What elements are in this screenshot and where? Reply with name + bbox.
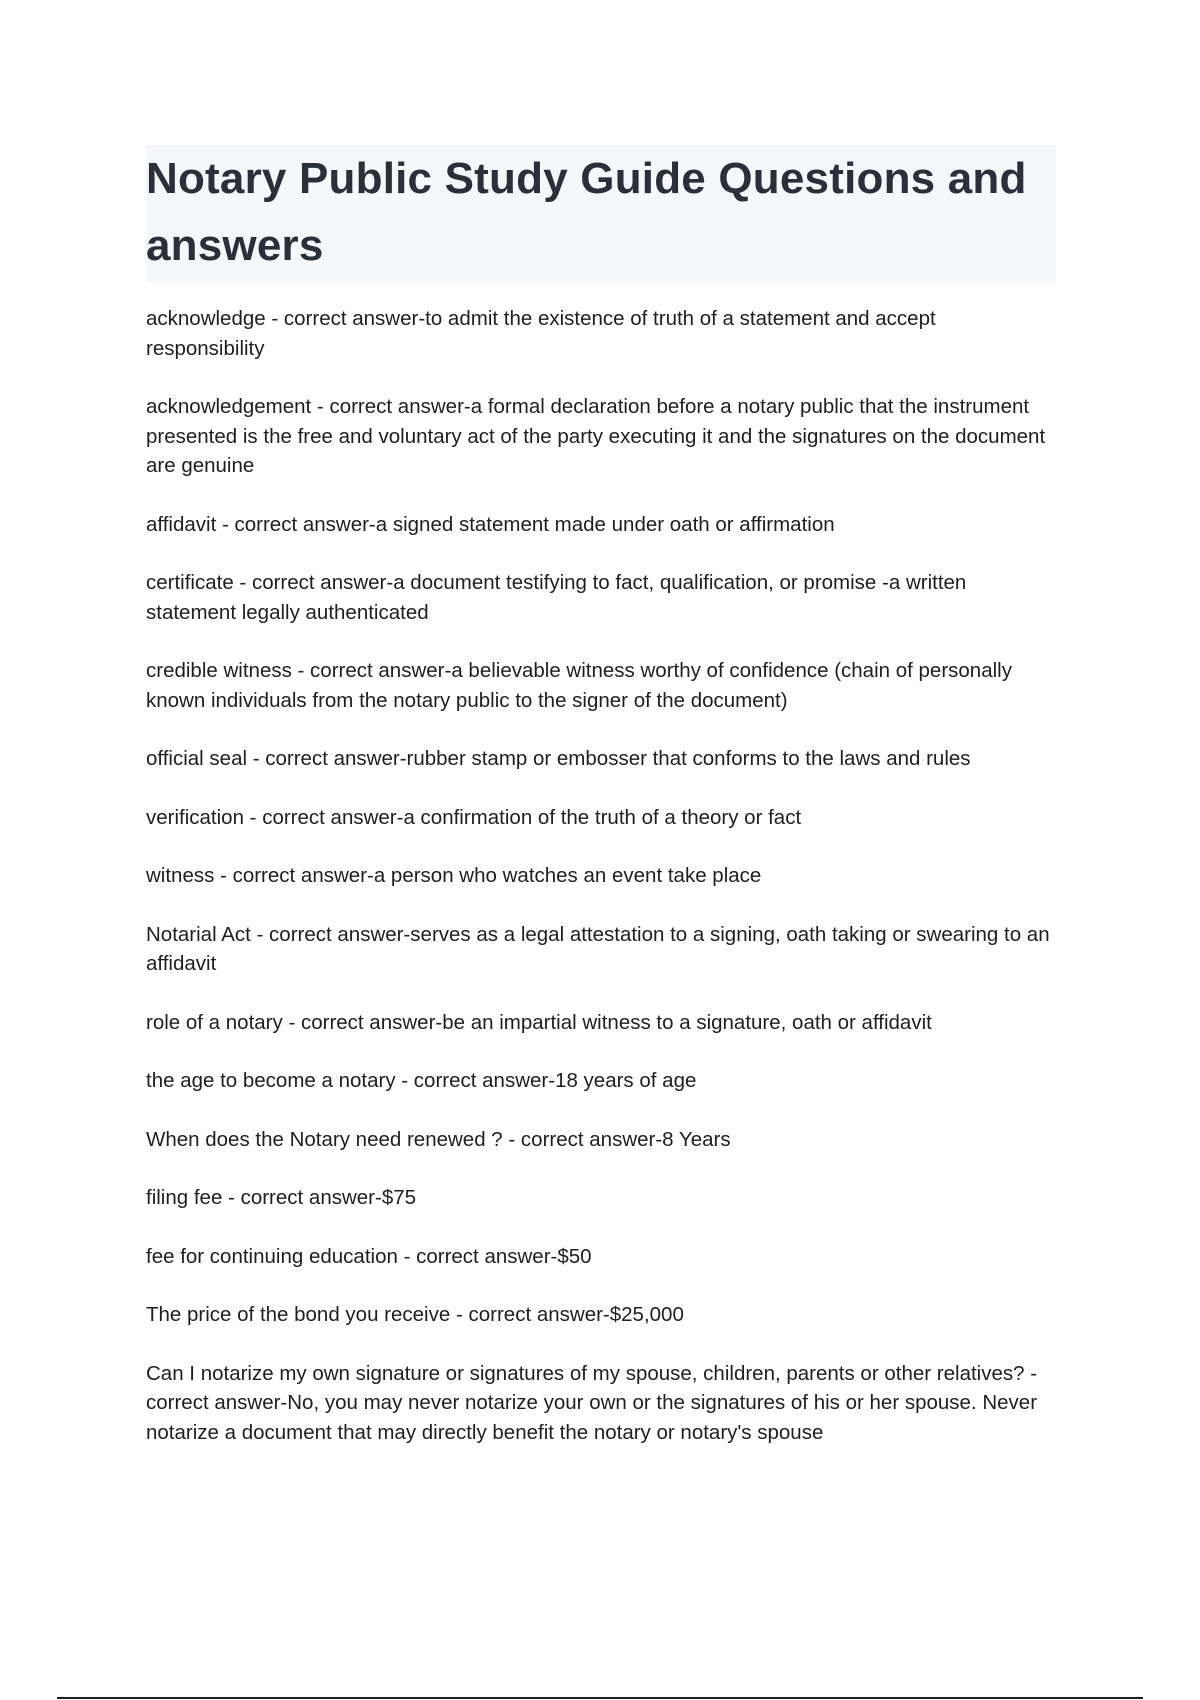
qa-item-notarial-act: Notarial Act - correct answer-serves as a legal attestation to a signing, oath taking or swearing to an affidavit: [146, 922, 1050, 975]
qa-item-credible-witness: credible witness - correct answer-a believable witness worthy of confidence (chain of personally known individuals from the notary public to the signer of the document): [146, 659, 1012, 712]
qa-item-acknowledgement: acknowledgement - correct answer-a formal declaration before a notary public that the instrument presented is the free and voluntary act of the party executing it and the signatures on the document are genuine: [146, 395, 1046, 477]
qa-item-notary-age: the age to become a notary - correct answer-18 years of age: [146, 1069, 697, 1092]
qa-item-verification: verification - correct answer-a confirmation of the truth of a theory or fact: [146, 805, 802, 829]
qa-item-role-of-notary: role of a notary - correct answer-be an impartial witness to a signature, oath or affidavit: [146, 1010, 932, 1034]
qa-item-own-signature: Can I notarize my own signature or signatures of my spouse, children, parents or other relatives? - correct answer-No, you may never notarize your own or the signatures of his or her spouse. Never notarize a document that may directly benefit the notary or notary's spouse: [146, 1361, 1038, 1444]
page-title: Notary Public Study Guide Questions and answers: [146, 154, 1027, 270]
qa-item-continuing-education-fee: fee for continuing education - correct answer-$50: [146, 1244, 592, 1268]
title-banner: [146, 145, 1056, 282]
qa-item-certificate: certificate - correct answer-a document testifying to fact, qualification, or promise -a written statement legally authenticated: [146, 571, 967, 624]
qa-item-renewal: When does the Notary need renewed ? - correct answer-8 Years: [146, 1127, 731, 1151]
qa-item-affidavit: affidavit - correct answer-a signed statement made under oath or affirmation: [146, 512, 835, 536]
qa-item-bond-price: The price of the bond you receive - correct answer-$25,000: [146, 1303, 684, 1326]
qa-item-official-seal: official seal - correct answer-rubber stamp or embosser that conforms to the laws and rules: [146, 747, 971, 770]
footer-divider: [57, 1697, 1143, 1699]
qa-item-acknowledge: acknowledge - correct answer-to admit the existence of truth of a statement and accept responsibility: [146, 307, 936, 360]
qa-item-witness: witness - correct answer-a person who watches an event take place: [146, 864, 762, 887]
qa-item-filing-fee: filing fee - correct answer-$75: [146, 1186, 417, 1209]
qa-list: [146, 304, 1056, 1476]
